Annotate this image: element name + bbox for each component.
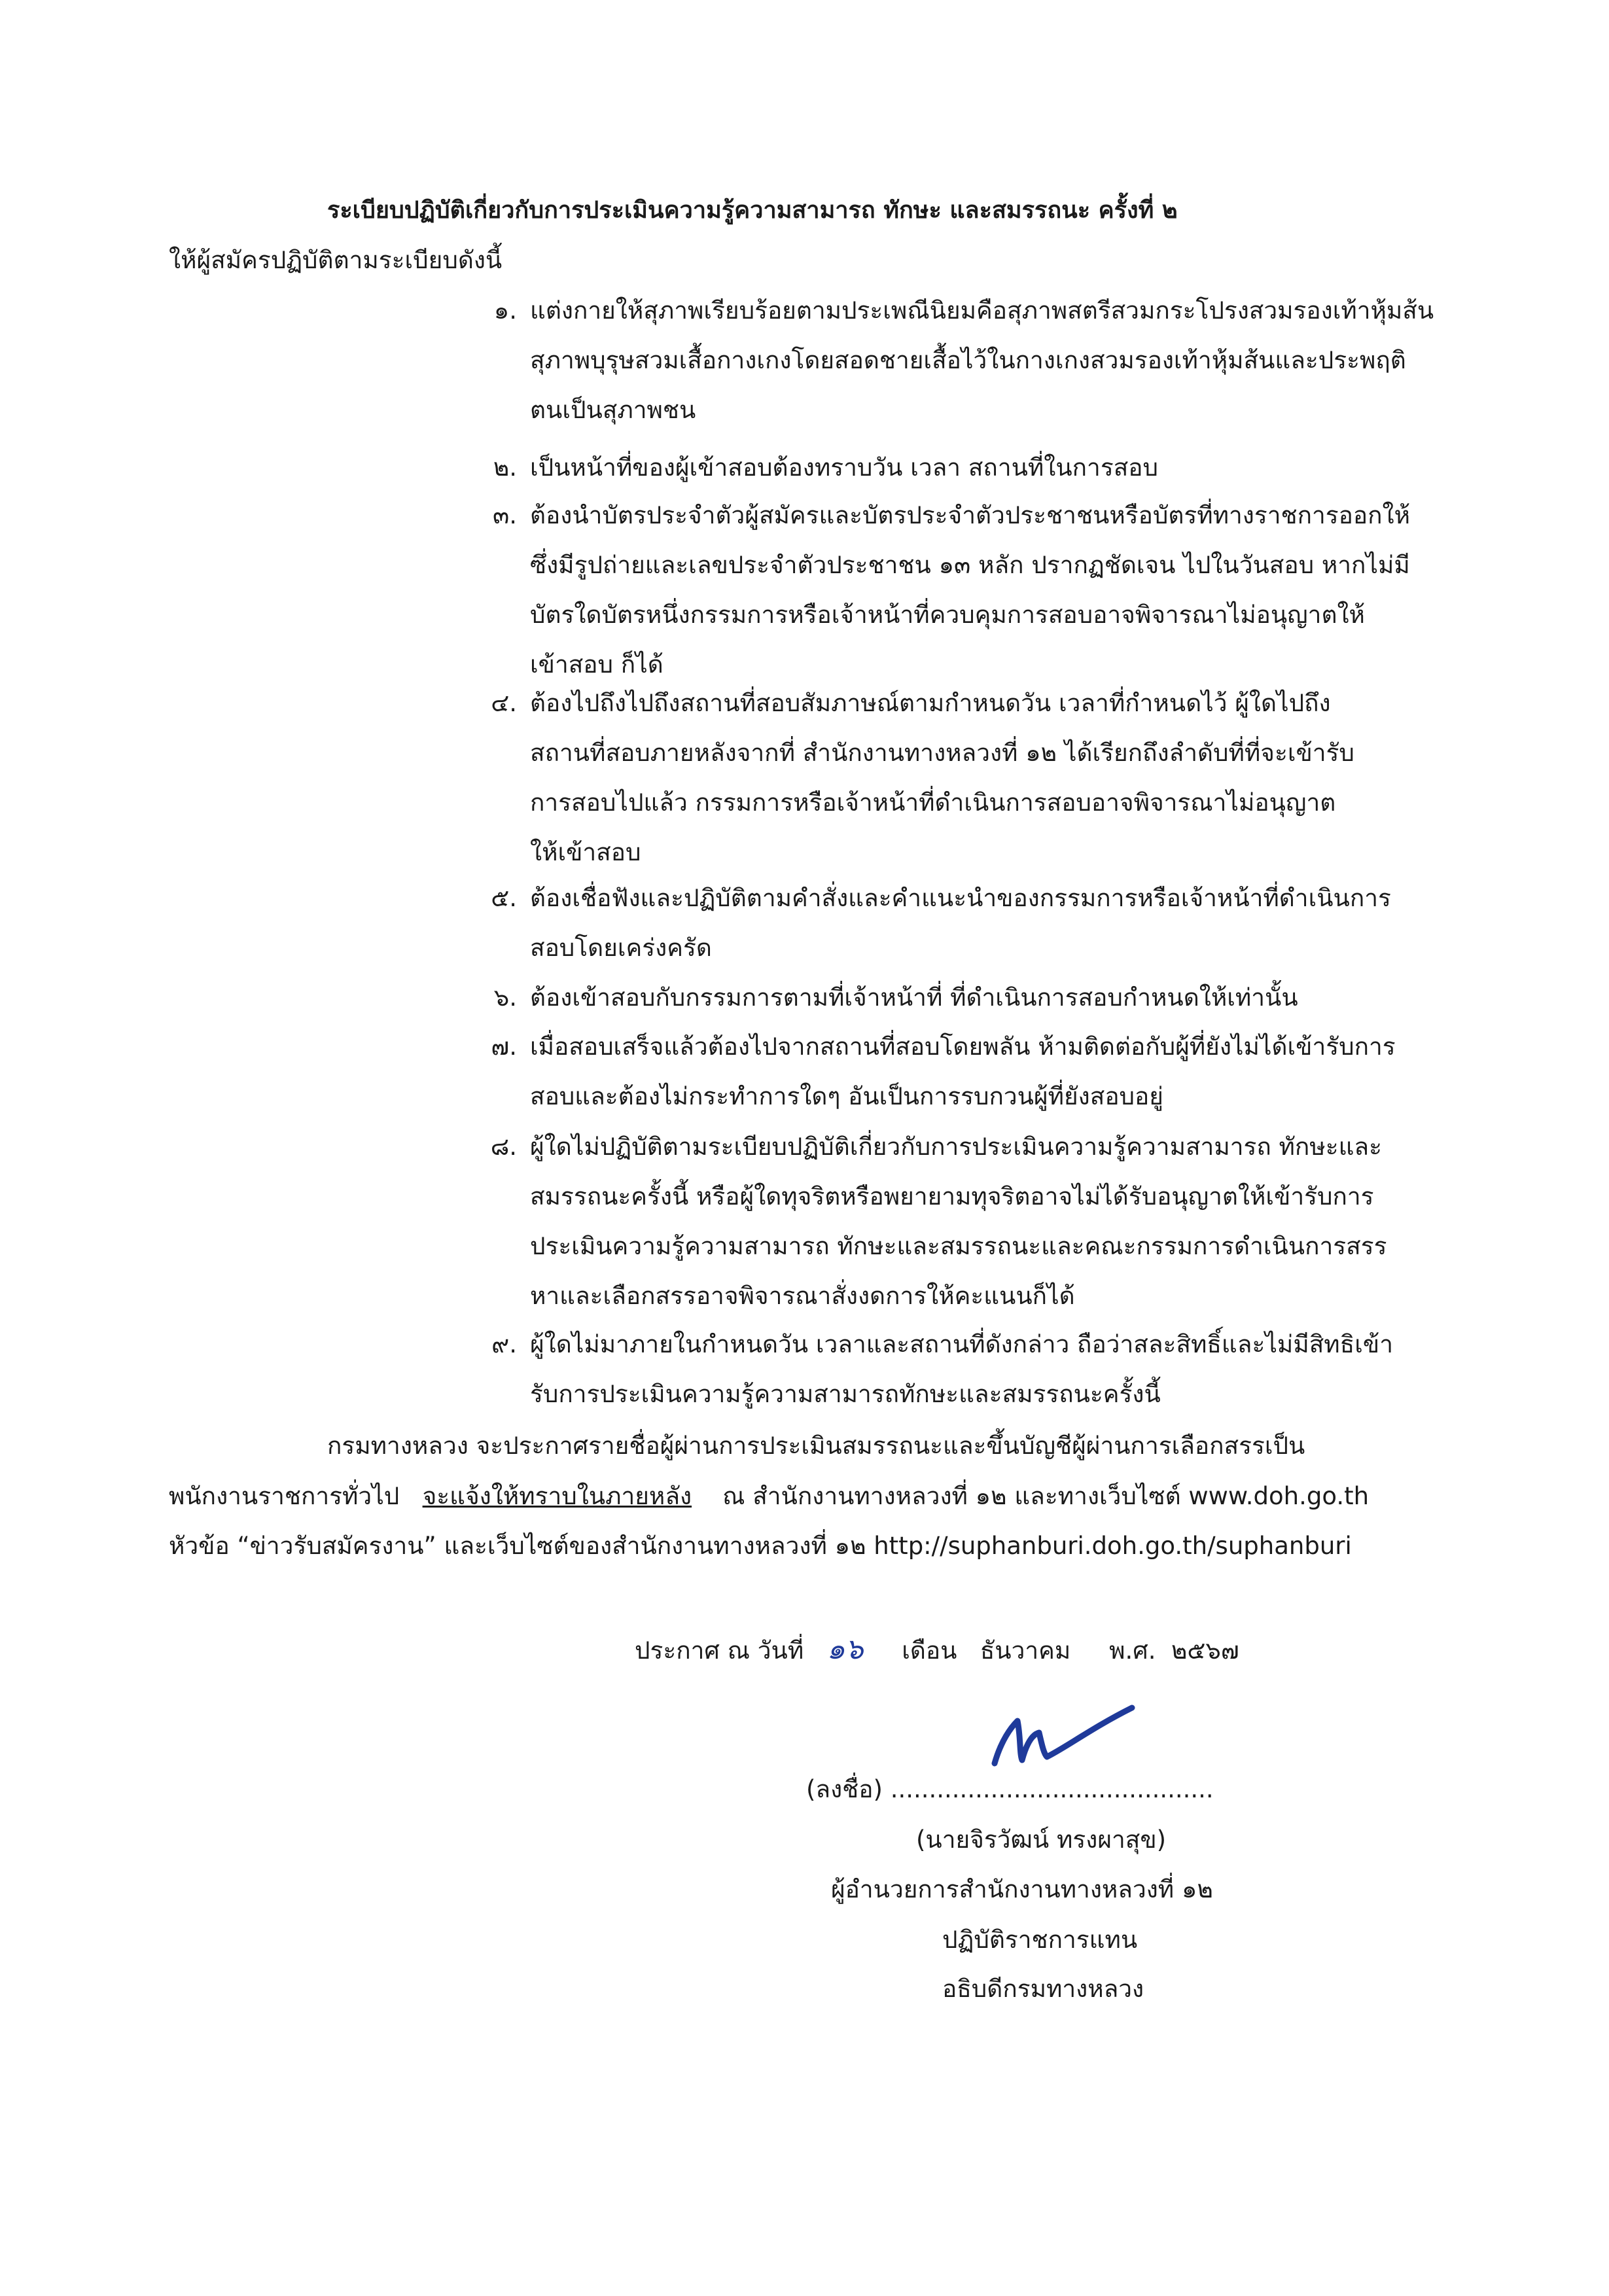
handwritten-signature: [981, 1701, 1165, 1780]
rule-line: เข้าสอบ ก็ได้: [530, 650, 663, 679]
closing-line-2-c: ณ สำนักงานทางหลวงที่ ๑๒ และทางเว็บไซต์ www.doh.go.th: [722, 1482, 1370, 1510]
rule-line: เป็นหน้าที่ของผู้เข้าสอบต้องทราบวัน เวลา สถานที่ในการสอบ: [530, 453, 1158, 482]
rule-line: บัตรใดบัตรหนึ่งกรรมการหรือเจ้าหน้าที่ควบคุมการสอบอาจพิจารณาไม่อนุญาตให้: [530, 601, 1365, 629]
closing-line-2: [169, 1477, 1369, 1515]
rule-number: ๖.: [493, 983, 517, 1012]
announce-date: [635, 1626, 1239, 1672]
rule-line: สถานที่สอบภายหลังจากที่ สำนักงานทางหลวงที่ ๑๒ ได้เรียกถึงลำดับที่ที่จะเข้ารับ: [530, 739, 1354, 767]
announce-day: ๑๖: [826, 1633, 864, 1666]
rule-number: ๙.: [491, 1330, 517, 1358]
announce-year-label: พ.ศ.: [1109, 1636, 1156, 1665]
rule-line: สอบโดยเคร่งครัด: [530, 934, 712, 962]
rule-line: เมื่อสอบเสร็จแล้วต้องไปจากสถานที่สอบโดยพลัน ห้ามติดต่อกับผู้ที่ยังไม่ได้เข้ารับการ: [530, 1033, 1396, 1061]
announce-month: ธันวาคม: [980, 1636, 1071, 1665]
closing-line-1: กรมทางหลวง จะประกาศรายชื่อผู้ผ่านการประเมินสมรรถนะและขึ้นบัญชีผู้ผ่านการเลือกสรรเป็น: [327, 1432, 1305, 1460]
rule-line: ต้องเข้าสอบกับกรรมการตามที่เจ้าหน้าที่ ที่ดำเนินการสอบกำหนดให้เท่านั้น: [530, 983, 1298, 1012]
closing-line-2-underlined: จะแจ้งให้ทราบในภายหลัง: [422, 1482, 692, 1510]
document-title: ระเบียบปฏิบัติเกี่ยวกับการประเมินความรู้ความสามารถ ทักษะ และสมรรถนะ ครั้งที่ ๒: [327, 197, 1178, 224]
closing-line-2-a: พนักงานราชการทั่วไป: [169, 1482, 400, 1510]
rule-line: ต้องนำบัตรประจำตัวผู้สมัครและบัตรประจำตัวประชาชนหรือบัตรที่ทางราชการออกให้: [530, 501, 1410, 529]
rule-line: หาและเลือกสรรอาจพิจารณาสั่งงดการให้คะแนนก็ได้: [530, 1282, 1075, 1310]
rule-number: ๑.: [493, 296, 517, 325]
announce-prefix: ประกาศ ณ วันที่: [635, 1636, 804, 1665]
rule-line: การสอบไปแล้ว กรรมการหรือเจ้าหน้าที่ดำเนินการสอบอาจพิจารณาไม่อนุญาต: [530, 788, 1336, 817]
rule-line: ต้องไปถึงไปถึงสถานที่สอบสัมภาษณ์ตามกำหนดวัน เวลาที่กำหนดไว้ ผู้ใดไปถึง: [530, 689, 1331, 717]
signature-label: (ลงชื่อ) ..........................................: [806, 1775, 1214, 1803]
rule-number: ๘.: [490, 1133, 517, 1161]
signer-name: (นายจิรวัฒน์ ทรงผาสุข): [916, 1826, 1167, 1854]
rule-line: ต้องเชื่อฟังและปฏิบัติตามคำสั่งและคำแนะนำของกรรมการหรือเจ้าหน้าที่ดำเนินการ: [530, 884, 1391, 912]
intro-text: ให้ผู้สมัครปฏิบัติตามระเบียบดังนี้: [169, 246, 503, 274]
rule-line: ผู้ใดไม่ปฏิบัติตามระเบียบปฏิบัติเกี่ยวกับการประเมินความรู้ความสามารถ ทักษะและ: [530, 1133, 1382, 1161]
rule-line: สุภาพบุรุษสวมเสื้อกางเกงโดยสอดชายเสื้อไว้ในกางเกงสวมรองเท้าหุ้มส้นและประพฤติ: [530, 346, 1406, 374]
signer-title-3: อธิบดีกรมทางหลวง: [942, 1975, 1144, 2003]
rule-number: ๓.: [492, 501, 517, 529]
signer-title-1: ผู้อำนวยการสำนักงานทางหลวงที่ ๑๒: [831, 1875, 1213, 1903]
rule-line: ให้เข้าสอบ: [530, 838, 641, 866]
rule-number: ๔.: [491, 689, 517, 717]
rule-line: สอบและต้องไม่กระทำการใดๆ อันเป็นการรบกวนผู้ที่ยังสอบอยู่: [530, 1082, 1163, 1110]
rule-number: ๕.: [491, 884, 517, 912]
rule-number: ๒.: [493, 453, 517, 482]
rule-line: สมรรถนะครั้งนี้ หรือผู้ใดทุจริตหรือพยายามทุจริตอาจไม่ได้รับอนุญาตให้เข้ารับการ: [530, 1182, 1374, 1210]
signer-title-2: ปฏิบัติราชการแทน: [942, 1926, 1138, 1954]
announce-month-label: เดือน: [902, 1636, 957, 1665]
closing-line-3: หัวข้อ “ข่าวรับสมัครงาน” และเว็บไซต์ของสำนักงานทางหลวงที่ ๑๒ http://suphanburi.doh.go.th/suphanburi: [169, 1532, 1352, 1560]
rule-line: ซึ่งมีรูปถ่ายและเลขประจำตัวประชาชน ๑๓ หลัก ปรากฏชัดเจน ไปในวันสอบ หากไม่มี: [530, 551, 1410, 579]
announce-year: ๒๕๖๗: [1171, 1636, 1239, 1665]
rule-line: ตนเป็นสุภาพชน: [530, 396, 696, 424]
rule-line: แต่งกายให้สุภาพเรียบร้อยตามประเพณีนิยมคือสุภาพสตรีสวมกระโปรงสวมรองเท้าหุ้มส้น: [530, 296, 1434, 325]
rule-line: ประเมินความรู้ความสามารถ ทักษะและสมรรถนะและคณะกรรมการดำเนินการสรร: [530, 1232, 1387, 1260]
rule-number: ๗.: [491, 1033, 517, 1061]
rule-line: ผู้ใดไม่มาภายในกำหนดวัน เวลาและสถานที่ดังกล่าว ถือว่าสละสิทธิ์และไม่มีสิทธิเข้า: [530, 1330, 1393, 1358]
rule-line: รับการประเมินความรู้ความสามารถทักษะและสมรรถนะครั้งนี้: [530, 1380, 1161, 1408]
